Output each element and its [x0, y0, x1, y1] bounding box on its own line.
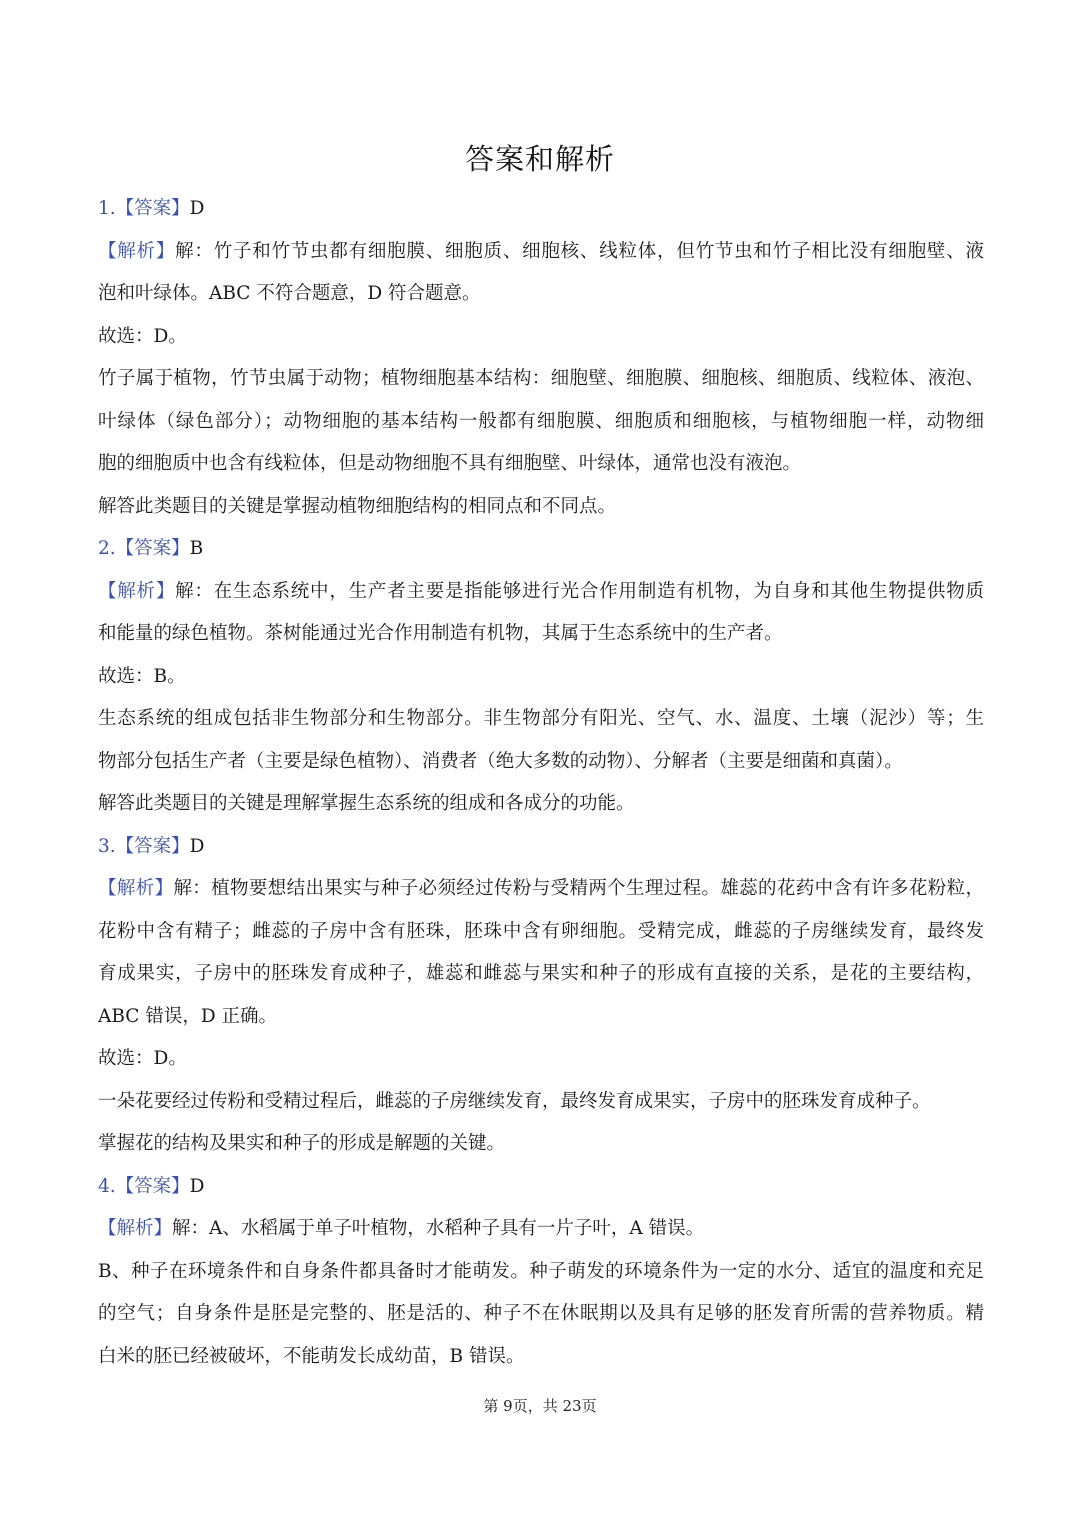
answer-content	[98, 188, 984, 1378]
q1-text-5: 叶绿体（绿色部分）；动物细胞的基本结构一般都有细胞膜、细胞质和细胞核，与植物细胞一样，动物细	[98, 410, 984, 432]
q3-text-4: ABC 错误，D 正确。	[98, 1005, 278, 1027]
q2-key-point: 解答此类题目的关键是理解掌握生态系统的组成和各成分的功能。	[98, 793, 635, 814]
q4-analysis-line-1	[98, 1208, 984, 1251]
q3-text-3: 育成果实，子房中的胚珠发育成种子，雄蕊和雌蕊与果实和种子的形成有直接的关系，是花的主要结构，	[98, 963, 984, 984]
q4-answer: D	[189, 1175, 205, 1197]
q1-text-4: 竹子属于植物，竹节虫属于动物；植物细胞基本结构：细胞壁、细胞膜、细胞核、细胞质、线粒体、液泡、	[98, 368, 984, 389]
answer-label: 【答案】	[115, 538, 190, 559]
analysis-label: 【解析】	[98, 580, 176, 602]
answer-label: 【答案】	[115, 835, 190, 857]
q3-analysis-line-1	[98, 868, 984, 911]
q2-number: 2.	[98, 538, 116, 559]
q1-choice: 故选：D。	[98, 325, 187, 347]
answer-label: 【答案】	[115, 1175, 190, 1197]
q2-text-4: 生态系统的组成包括非生物部分和生物部分。非生物部分有阳光、空气、水、温度、土壤（泥沙）等；生	[98, 708, 984, 729]
q4-text-4: 白米的胚已经被破坏，不能萌发长成幼苗，B 错误。	[98, 1345, 525, 1367]
q2-text-1: 解：在生态系统中，生产者主要是指能够进行光合作用制造有机物，为自身和其他生物提供物质	[175, 580, 984, 602]
q3-number: 3.	[98, 835, 116, 857]
q1-key-point: 解答此类题目的关键是掌握动植物细胞结构的相同点和不同点。	[98, 495, 617, 517]
q2-text-2: 和能量的绿色植物。茶树能通过光合作用制造有机物，其属于生态系统中的生产者。	[98, 623, 783, 644]
q1-answer: D	[189, 198, 205, 219]
q1-text-1: 解：竹子和竹节虫都有细胞膜、细胞质、细胞核、线粒体，但竹节虫和竹子相比没有细胞壁、液	[175, 240, 984, 262]
q4-number: 4.	[98, 1175, 116, 1197]
q3-text-2: 花粉中含有精子；雌蕊的子房中含有胚珠，胚珠中含有卵细胞。受精完成，雌蕊的子房继续发育，最终发	[98, 920, 984, 942]
q3-answer-line	[98, 826, 984, 869]
answer-label: 【答案】	[115, 198, 190, 219]
q2-choice: 故选：B。	[98, 665, 186, 687]
q3-choice: 故选：D。	[98, 1048, 187, 1069]
q4-text-2: B、种子在环境条件和自身条件都具备时才能萌发。种子萌发的环境条件为一定的水分、适宜的温度和充足	[98, 1260, 984, 1282]
q4-answer-line	[98, 1166, 984, 1209]
q2-answer-line	[98, 528, 984, 571]
q1-text-6: 胞的细胞质中也含有线粒体，但是动物细胞不具有细胞壁、叶绿体，通常也没有液泡。	[98, 453, 802, 474]
q3-text-1: 解：植物要想结出果实与种子必须经过传粉与受精两个生理过程。雄蕊的花药中含有许多花粉粒，	[173, 878, 984, 899]
analysis-label: 【解析】	[98, 1218, 173, 1239]
q3-answer: D	[189, 835, 205, 857]
q3-text-6: 一朵花要经过传粉和受精过程后，雌蕊的子房继续发育，最终发育成果实，子房中的胚珠发育成种子。	[98, 1090, 931, 1112]
q2-analysis-line-1	[98, 571, 984, 614]
q4-text-3: 的空气；自身条件是胚是完整的、胚是活的、种子不在休眠期以及具有足够的胚发育所需的营养物质。精	[98, 1303, 984, 1324]
q4-text-1: 解：A、水稻属于单子叶植物，水稻种子具有一片子叶，A 错误。	[172, 1218, 705, 1239]
page-number-footer: 第 9页，共 23页	[483, 1397, 597, 1415]
q2-answer: B	[189, 538, 204, 559]
q3-key-point: 掌握花的结构及果实和种子的形成是解题的关键。	[98, 1133, 506, 1154]
analysis-label: 【解析】	[98, 878, 174, 899]
q1-text-2: 泡和叶绿体。ABC 不符合题意，D 符合题意。	[98, 283, 481, 304]
q1-number: 1.	[98, 198, 116, 219]
q1-analysis-line-1	[98, 231, 984, 274]
q2-text-5: 物部分包括生产者（主要是绿色植物）、消费者（绝大多数的动物）、分解者（主要是细菌和真菌）。	[98, 750, 903, 772]
q1-answer-line	[98, 188, 984, 231]
analysis-label: 【解析】	[98, 240, 176, 262]
page-title: 答案和解析	[464, 142, 615, 176]
